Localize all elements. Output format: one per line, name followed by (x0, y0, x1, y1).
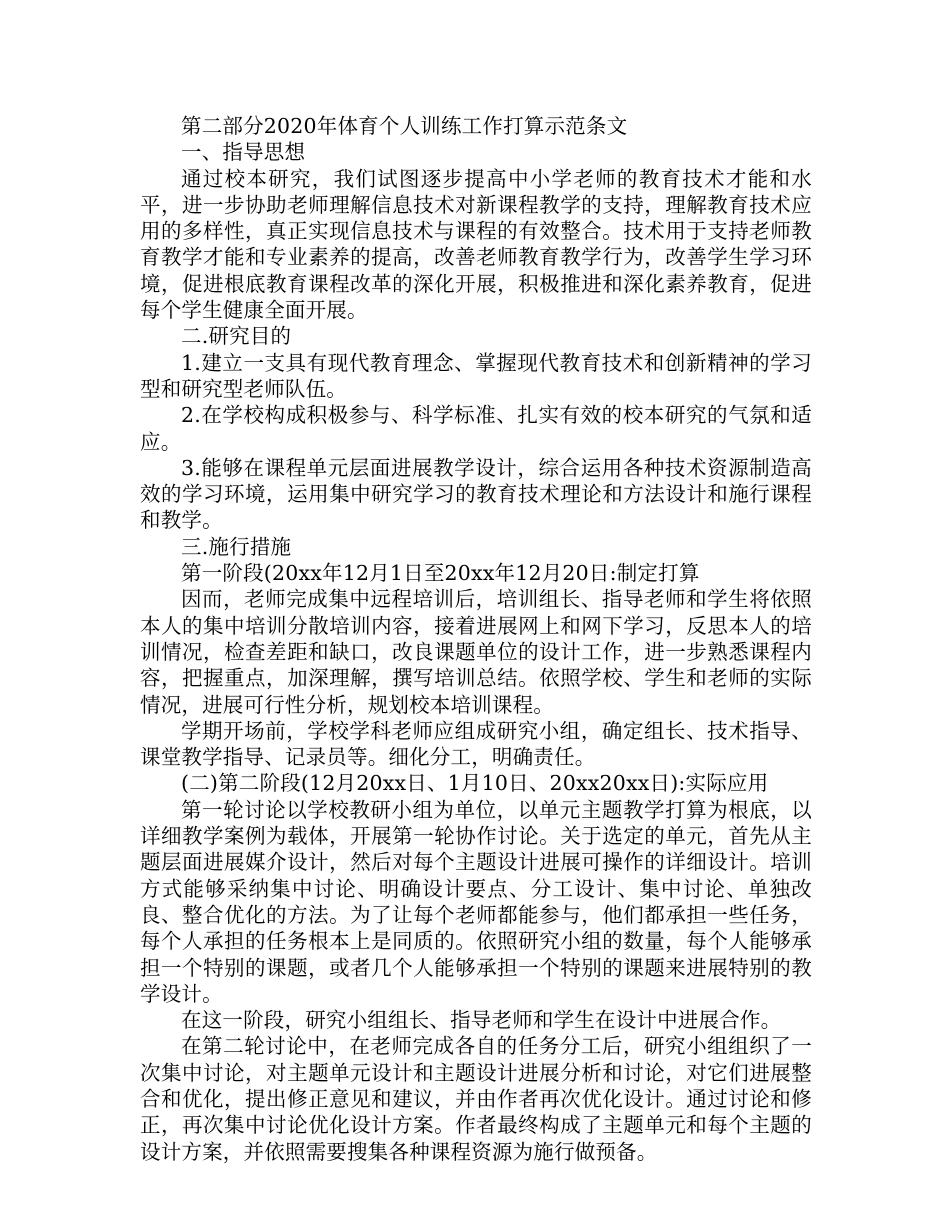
section-heading-guiding-ideology: 一、指导思想 (181, 140, 306, 165)
paragraph-stage-one-training: 因而，老师完成集中远程培训后，培训组长、指导老师和学生将依照本人的集中培训分散培训内容，接着进展网上和网下学习，反思本人的培训情况，检查差距和缺口，改良课题单位的设计工作，进一步熟悉课程内容，把握重点，加深理解，撰写培训总结。依照学校、学生和老师的实际情况，进展可行性分析，规划校本培训课程。 (140, 587, 812, 717)
section-heading-measures: 三.施行措施 (181, 534, 292, 559)
paragraph-guiding-ideology: 通过校本研究，我们试图逐步提高中小学老师的教育技术才能和水平，进一步协助老师理解信息技术对新课程教学的支持，理解教育技术应用的多样性，真正实现信息技术与课程的有效整合。技术用于支持老师教育教学才能和专业素养的提高，改善老师教育教学行为，改善学生学习环境，促进根底教育课程改革的深化开展，积极推进和深化素养教育，促进每个学生健康全面开展。 (140, 166, 812, 323)
paragraph-second-round-discussion: 在第二轮讨论中，在老师完成各自的任务分工后，研究小组组织了一次集中讨论，对主题单元设计和主题设计进展分析和讨论，对它们进展整合和优化，提出修正意见和建议，并由作者再次优化设计。通过讨论和修正，再次集中讨论优化设计方案。作者最终构成了主题单元和每个主题的设计方案，并依照需要搜集各种课程资源为施行做预备。 (140, 1034, 812, 1164)
paragraph-purpose-2: 2.在学校构成积极参与、科学标准、扎实有效的校本研究的气氛和适应。 (140, 403, 812, 454)
section-heading-research-purpose: 二.研究目的 (181, 324, 292, 349)
paragraph-stage-cooperation: 在这一阶段，研究小组组长、指导老师和学生在设计中进展合作。 (181, 1008, 782, 1033)
stage-two-heading: (二)第二阶段(12月20xx日、1月10日、20xx20xx日):实际应用 (181, 771, 769, 796)
paragraph-purpose-3: 3.能够在课程单元层面进展教学设计，综合运用各种技术资源制造高效的学习环境，运用集中研究学习的教育技术理论和方法设计和施行课程和教学。 (140, 455, 812, 533)
document-title: 第二部分2020年体育个人训练工作打算示范条文 (181, 114, 628, 138)
paragraph-first-round-discussion: 第一轮讨论以学校教研小组为单位，以单元主题教学打算为根底，以详细教学案例为载体，开展第一轮协作讨论。关于选定的单元，首先从主题层面进展媒介设计，然后对每个主题设计进展可操作的详细设计。培训方式能够采纳集中讨论、明确设计要点、分工设计、集中讨论、单独改良、整合优化的方法。为了让每个老师都能参与，他们都承担一些任务，每个人承担的任务根本上是同质的。依照研究小组的数量，每个人能够承担一个特别的课题，或者几个人能够承担一个特别的课题来进展特别的教学设计。 (140, 797, 812, 1006)
paragraph-purpose-1: 1.建立一支具有现代教育理念、掌握现代教育技术和创新精神的学习型和研究型老师队伍。 (140, 350, 812, 401)
stage-one-heading: 第一阶段(20xx年12月1日至20xx年12月20日:制定打算 (181, 561, 700, 586)
document-body (140, 113, 812, 1165)
paragraph-stage-one-groups: 学期开场前，学校学科老师应组成研究小组，确定组长、技术指导、课堂教学指导、记录员等。细化分工，明确责任。 (140, 718, 812, 770)
